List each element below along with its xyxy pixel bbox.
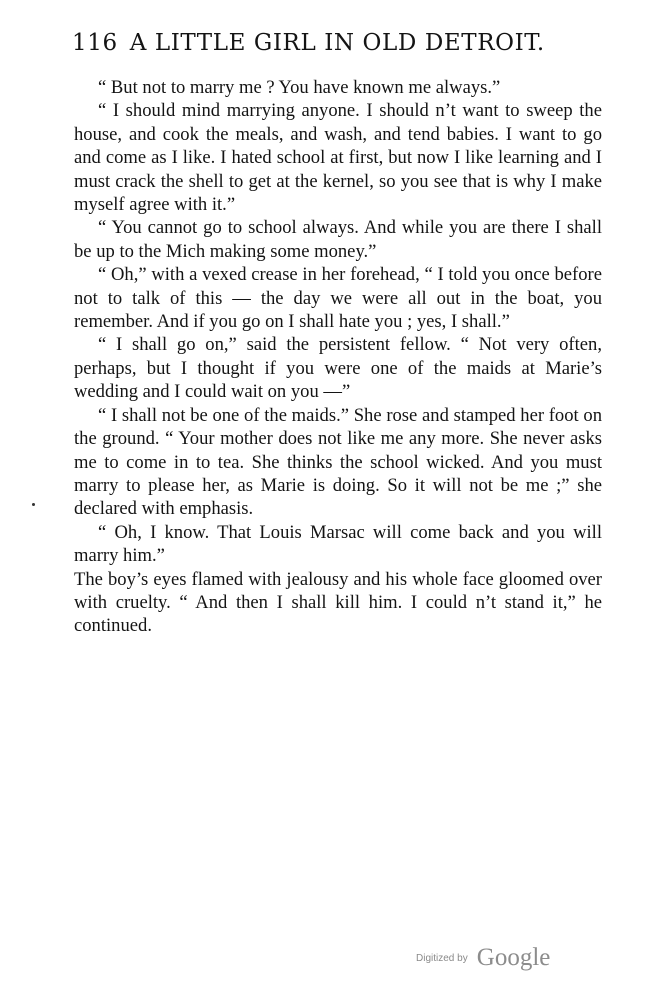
running-title: A LITTLE GIRL IN OLD DETROIT. [129, 30, 545, 56]
paragraph: “ But not to marry me ? You have known me always.” [98, 77, 501, 98]
digitization-watermark [416, 944, 550, 974]
paragraph: “ I shall not be one of the maids.” She rose and stamped her foot on the ground. “ Your mother does not like me any more. She never asks me to come in to tea. She thinks the school wicked. And you must marry to please her, as Marie is doing. So it will not be me ;” she declared with emphasis. [74, 404, 602, 520]
paragraph: The boy’s eyes flamed with jealousy and his whole face gloomed over with cruelty. “ And then I shall kill him. I could n’t stand it,” he continued. [74, 568, 602, 637]
page-body [74, 76, 602, 638]
digitized-by-label: Digitized by [416, 952, 468, 964]
page-number: 116 [72, 30, 118, 56]
paragraph: “ I shall go on,” said the persistent fellow. “ Not very often, perhaps, but I thought if you were one of the maids at Marie’s wedding and I could wait on you —” [74, 334, 602, 403]
running-header [72, 30, 632, 66]
paragraph: “ Oh,” with a vexed crease in her forehead, “ I told you once before not to talk of this — the day we were all out in the boat, you remember. And if you go on I shall hate you ; yes, I shall.” [74, 264, 602, 333]
paragraph: “ Oh, I know. That Louis Marsac will come back and you will marry him.” [74, 521, 602, 567]
paragraph: “ I should mind marrying anyone. I should n’t want to sweep the house, and cook the meals, and wash, and tend babies. I want to go and come as I like. I hated school at first, but now I like learning and I must crack the shell to get at the kernel, so you see that is why I make myself agree with it.” [74, 100, 602, 216]
google-logo-text: Google [476, 944, 551, 971]
print-speck [32, 503, 35, 506]
paragraph: “ You cannot go to school always. And while you are there I shall be up to the Mich making some money.” [74, 217, 602, 262]
